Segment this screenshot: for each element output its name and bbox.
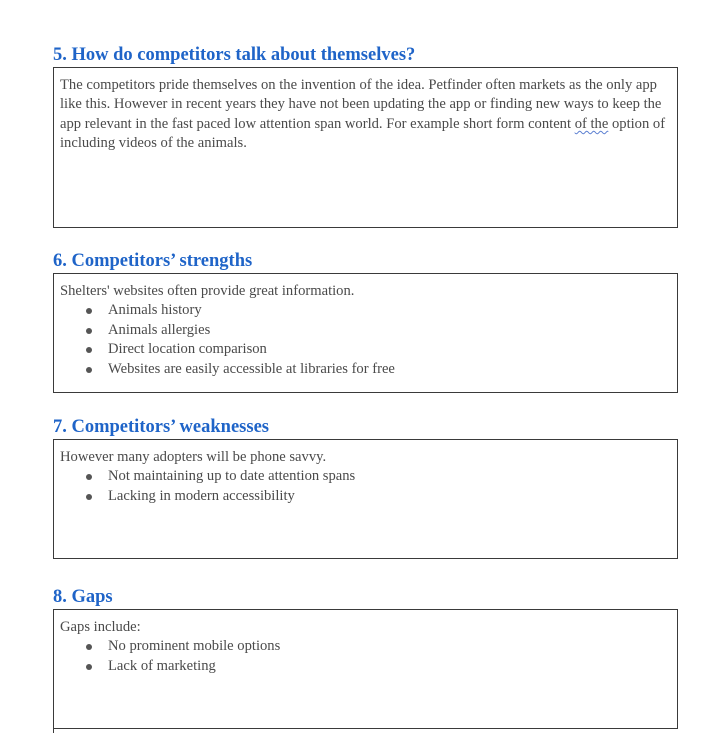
section-competitor-self-talk (53, 44, 678, 152)
list-item: Websites are easily accessible at libraries for free (60, 360, 669, 379)
list-item: Direct location comparison (60, 340, 669, 359)
page-edge-marker (53, 729, 54, 733)
answer-intro: However many adopters will be phone savvy. (60, 449, 327, 465)
section-heading: 5. How do competitors talk about themselves? (53, 45, 416, 65)
section-heading: 7. Competitors’ weaknesses (53, 417, 269, 437)
answer-box[interactable] (53, 439, 678, 559)
section-gaps (53, 586, 678, 674)
bullet-icon (86, 494, 92, 500)
bullet-icon (86, 367, 92, 373)
answer-paragraph: The competitors pride themselves on the invention of the idea. Petfinder often markets as the only app like this. However in recent years they have not been updating the app or finding new ways to keep the app relevant in the fast paced low attention span world. For example short form content of the option of including videos of the animals. (60, 77, 666, 152)
bullet-icon (86, 474, 92, 480)
list-item: Not maintaining up to date attention spans (60, 467, 669, 486)
answer-box[interactable] (53, 609, 678, 729)
section-heading: 6. Competitors’ strengths (53, 251, 253, 271)
list-item: Animals history (60, 301, 669, 320)
answer-box[interactable] (53, 273, 678, 393)
list-item: Animals allergies (60, 321, 669, 340)
list-item: No prominent mobile options (60, 637, 669, 656)
bullet-list (60, 467, 669, 506)
list-item: Lack of marketing (60, 657, 669, 676)
answer-box[interactable] (53, 67, 678, 228)
section-heading: 8. Gaps (53, 587, 113, 607)
spellcheck-flagged-text[interactable]: of the (574, 115, 609, 132)
answer-intro: Shelters' websites often provide great information. (60, 283, 355, 299)
bullet-list (60, 637, 669, 676)
bullet-icon (86, 328, 92, 334)
section-competitor-weaknesses (53, 416, 678, 504)
answer-intro: Gaps include: (60, 619, 141, 635)
bullet-icon (86, 664, 92, 670)
bullet-icon (86, 644, 92, 650)
bullet-icon (86, 347, 92, 353)
bullet-icon (86, 308, 92, 314)
list-item: Lacking in modern accessibility (60, 487, 669, 506)
section-competitor-strengths (53, 250, 678, 377)
bullet-list (60, 301, 669, 379)
